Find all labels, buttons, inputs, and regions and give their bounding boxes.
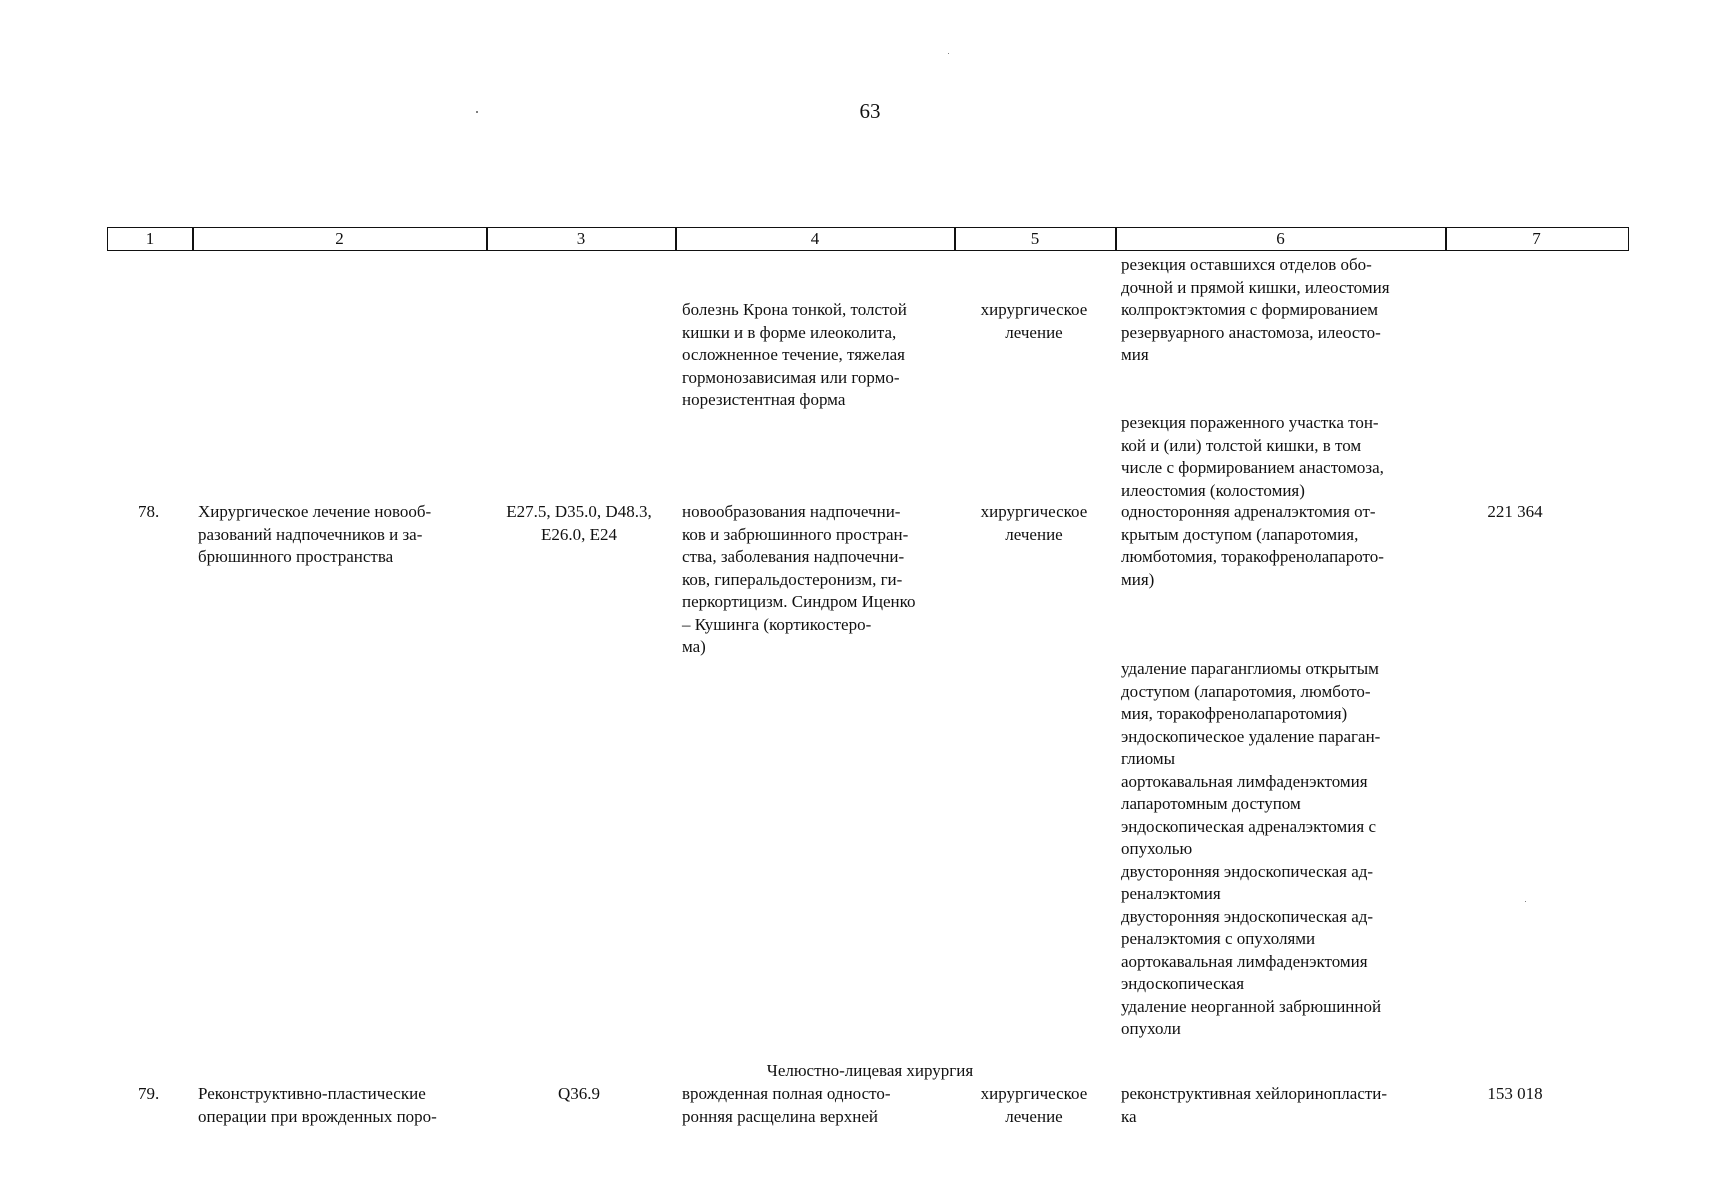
row78-col2-name: [198, 501, 453, 569]
scan-speck: [948, 53, 949, 54]
top-col6-procedures-a: [1121, 254, 1437, 367]
column-header-2: 2: [335, 229, 344, 248]
text-line: реналэктомия: [1121, 884, 1221, 903]
page-number: 63: [859, 99, 881, 123]
row79-col4-diagnosis: [682, 1083, 947, 1128]
text-line: ства, заболевания надпочечни-: [682, 547, 905, 566]
column-header-3: 3: [576, 229, 586, 248]
text-line: лечение: [1005, 322, 1063, 342]
text-line: осложненное течение, тяжелая: [682, 345, 905, 364]
text-line: глиомы: [1121, 749, 1176, 768]
text-line: мия: [1121, 345, 1149, 364]
row79-col2-name: [198, 1083, 453, 1128]
row78-col6-procedures-b: [1121, 658, 1437, 1041]
row79-col7-cost: 153 018: [1487, 1084, 1543, 1103]
text-line: брюшинного пространства: [198, 547, 394, 566]
text-line: односторонняя адреналэктомия от-: [1121, 502, 1376, 521]
text-line: Реконструктивно-пластические: [198, 1084, 426, 1103]
text-line: эндоскопическая: [1121, 974, 1245, 993]
top-col6-procedures-b: [1121, 412, 1437, 502]
text-line: операции при врожденных поро-: [198, 1106, 437, 1126]
text-line: E26.0, E24: [540, 524, 618, 544]
scan-speck: [1525, 901, 1526, 902]
text-line: хирургическое: [980, 300, 1088, 319]
text-line: ков, гиперальдостеронизм, ги-: [682, 569, 903, 589]
text-line: дочной и прямой кишки, илеостомия: [1121, 277, 1390, 297]
text-line: люмботомия, торакофренолапарото-: [1121, 547, 1384, 566]
top-col5-treatment: [966, 299, 1102, 344]
text-line: – Кушинга (кортикостеро-: [682, 614, 872, 634]
text-line: аортокавальная лимфаденэктомия: [1121, 951, 1368, 971]
text-line: удаление неорганной забрюшинной: [1121, 996, 1382, 1016]
text-line: кишки и в форме илеоколита,: [682, 322, 897, 342]
column-header-6: 6: [1276, 229, 1285, 248]
text-line: опухоли: [1121, 1019, 1181, 1038]
row79-col6-procedures: [1121, 1083, 1437, 1128]
text-line: гормонозависимая или гормо-: [682, 367, 900, 387]
text-line: болезнь Крона тонкой, толстой: [682, 300, 907, 319]
text-line: мия, торакофренолапаротомия): [1121, 704, 1348, 723]
text-line: эндоскопическое удаление параган-: [1121, 726, 1381, 746]
scan-speck: [476, 111, 478, 113]
row78-col7-cost: 221 364: [1487, 502, 1543, 521]
row79-col3-codes: [491, 1083, 667, 1106]
text-line: опухолью: [1121, 839, 1193, 858]
text-line: эндоскопическая адреналэктомия с: [1121, 816, 1376, 836]
text-line: ков и забрюшинного простран-: [682, 524, 909, 544]
row78-col5-treatment: [966, 501, 1102, 546]
text-line: ма): [682, 637, 706, 656]
text-line: Q36.9: [557, 1084, 601, 1103]
text-line: резекция оставшихся отделов обо-: [1121, 255, 1372, 274]
text-line: числе с формированием анастомоза,: [1121, 458, 1384, 477]
text-line: двусторонняя эндоскопическая ад-: [1121, 906, 1374, 926]
text-line: доступом (лапаротомия, люмбото-: [1121, 681, 1371, 701]
text-line: хирургическое: [980, 1084, 1088, 1103]
row78-col3-codes: [491, 501, 667, 546]
column-header-7: 7: [1532, 229, 1541, 248]
row79-number: 79.: [138, 1084, 160, 1103]
text-line: лечение: [1005, 1106, 1063, 1126]
text-line: норезистентная форма: [682, 390, 846, 409]
table-header-row: [107, 227, 1629, 251]
text-line: мия): [1121, 569, 1155, 589]
text-line: хирургическое: [980, 502, 1088, 521]
top-col4-diagnosis: [682, 299, 947, 412]
text-line: крытым доступом (лапаротомия,: [1121, 524, 1359, 544]
text-line: колпроктэктомия с формированием: [1121, 300, 1379, 319]
text-line: лапаротомным доступом: [1121, 794, 1301, 813]
text-line: резервуарного анастомоза, илеосто-: [1121, 322, 1381, 342]
text-line: новообразования надпочечни-: [682, 502, 901, 521]
text-line: реналэктомия с опухолями: [1121, 929, 1316, 948]
text-line: Хирургическое лечение новооб-: [198, 502, 432, 521]
section-title: Челюстно-лицевая хирургия: [766, 1061, 974, 1080]
text-line: разований надпочечников и за-: [198, 524, 423, 544]
text-line: лечение: [1005, 524, 1063, 544]
row79-col5-treatment: [966, 1083, 1102, 1128]
text-line: илеостомия (колостомия): [1121, 480, 1305, 500]
text-line: E27.5, D35.0, D48.3,: [506, 502, 652, 521]
column-header-5: 5: [1030, 229, 1040, 248]
text-line: кой и (или) толстой кишки, в том: [1121, 435, 1362, 455]
row78-col6-procedures-a: [1121, 501, 1437, 591]
text-line: ка: [1121, 1106, 1137, 1126]
column-header-1: 1: [145, 229, 155, 248]
text-line: реконструктивная хейлоринопласти-: [1121, 1084, 1388, 1103]
text-line: перкортицизм. Синдром Иценко: [682, 592, 916, 611]
text-line: двусторонняя эндоскопическая ад-: [1121, 861, 1374, 881]
text-line: резекция пораженного участка тон-: [1121, 413, 1379, 432]
text-line: врожденная полная односто-: [682, 1084, 891, 1103]
text-line: ронняя расщелина верхней: [682, 1106, 878, 1126]
row78-col4-diagnosis: [682, 501, 947, 659]
row78-number: 78.: [138, 502, 160, 521]
text-line: удаление параганглиомы открытым: [1121, 659, 1379, 678]
text-line: аортокавальная лимфаденэктомия: [1121, 771, 1368, 791]
column-header-4: 4: [810, 229, 820, 248]
